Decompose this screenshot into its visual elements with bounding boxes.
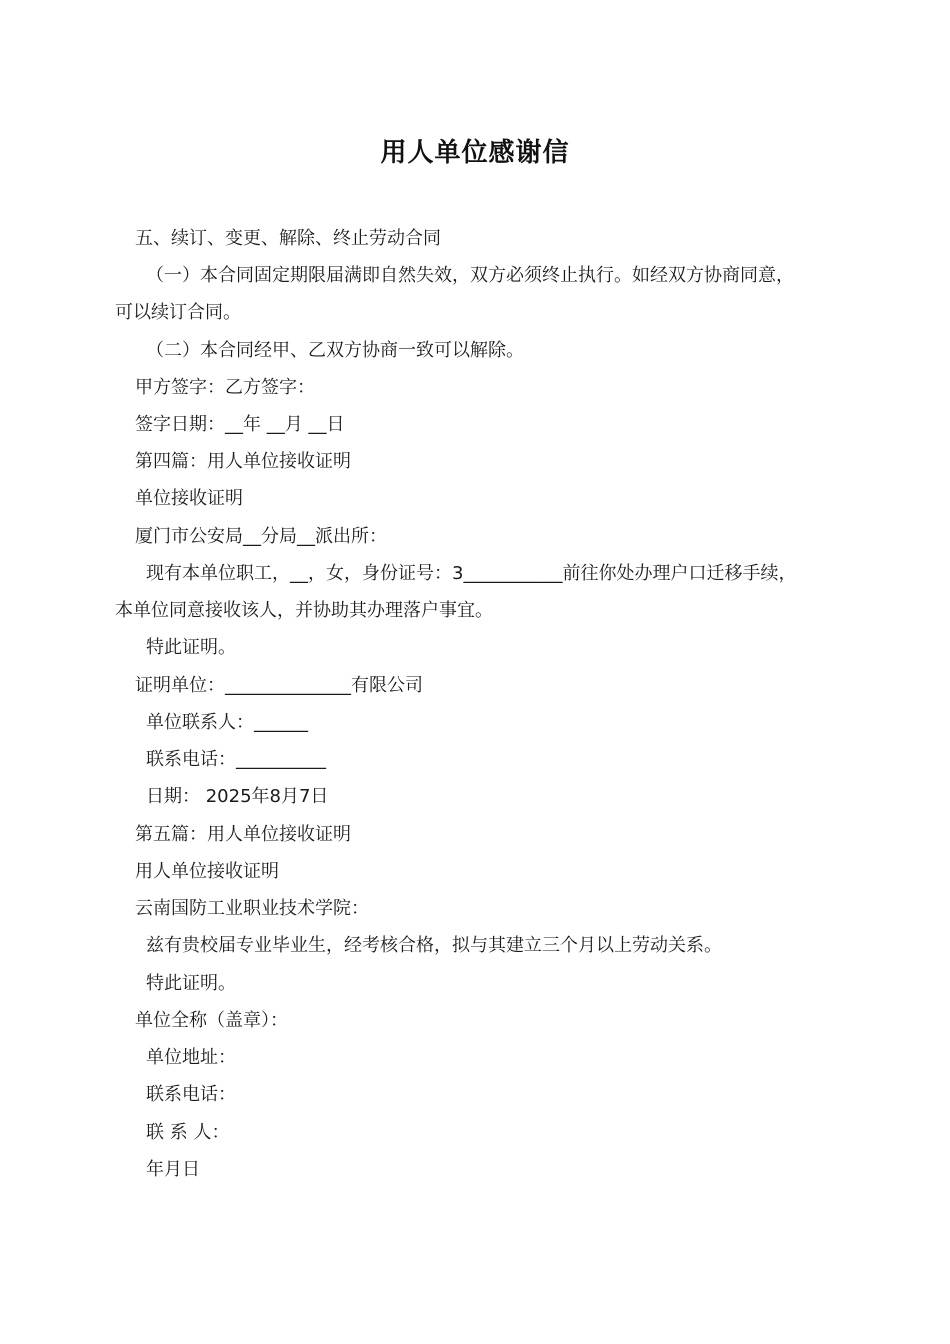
paragraph-employee-transfer: 现有本单位职工，__，女，身份证号：3___________前往你处办理户口迁移手续，: [146, 563, 797, 584]
unit-full-name-seal-line: 单位全称（盖章）：: [135, 1010, 288, 1031]
paragraph-employee-transfer-continuation: 本单位同意接收该人，并协助其办理落户事宜。: [115, 600, 493, 621]
certificate-heading-unit-acceptance: 单位接收证明: [135, 488, 243, 509]
paragraph-mutual-termination: （二）本合同经甲、乙双方协商一致可以解除。: [146, 340, 524, 361]
chapter-four-heading: 第四篇：用人单位接收证明: [135, 451, 351, 472]
signature-date-line: 签字日期：__年 __月 __日: [135, 414, 345, 435]
unit-address-line: 单位地址：: [146, 1047, 236, 1068]
chapter-five-heading: 第五篇：用人单位接收证明: [135, 824, 351, 845]
certifying-unit-line: 证明单位：______________有限公司: [135, 675, 423, 696]
section-heading-contract-termination: 五、续订、变更、解除、终止劳动合同: [135, 228, 441, 249]
contact-phone-line: 联系电话：__________: [146, 749, 326, 770]
signature-line: 甲方签字：乙方签字：: [135, 377, 315, 398]
paragraph-fixed-term-expiry: （一）本合同固定期限届满即自然失效，双方必须终止执行。如经双方协商同意，: [146, 265, 794, 286]
contact-person-line: 联 系 人：: [146, 1122, 230, 1143]
contact-phone-line-second: 联系电话：: [146, 1084, 236, 1105]
certificate-heading-employer-acceptance: 用人单位接收证明: [135, 861, 279, 882]
date-line: 日期： 2025年8月7日: [146, 786, 329, 807]
addressee-college: 云南国防工业职业技术学院：: [135, 898, 369, 919]
paragraph-renewal-continuation: 可以续订合同。: [115, 302, 241, 323]
certification-statement-second: 特此证明。: [146, 973, 236, 994]
certification-statement: 特此证明。: [146, 637, 236, 658]
addressee-police-station: 厦门市公安局__分局__派出所：: [135, 526, 387, 547]
unit-contact-person-line: 单位联系人：______: [146, 712, 308, 733]
paragraph-graduate-employment: 兹有贵校届专业毕业生，经考核合格，拟与其建立三个月以上劳动关系。: [146, 935, 722, 956]
document-title: 用人单位感谢信: [380, 138, 570, 168]
year-month-day-line: 年月日: [146, 1159, 200, 1180]
